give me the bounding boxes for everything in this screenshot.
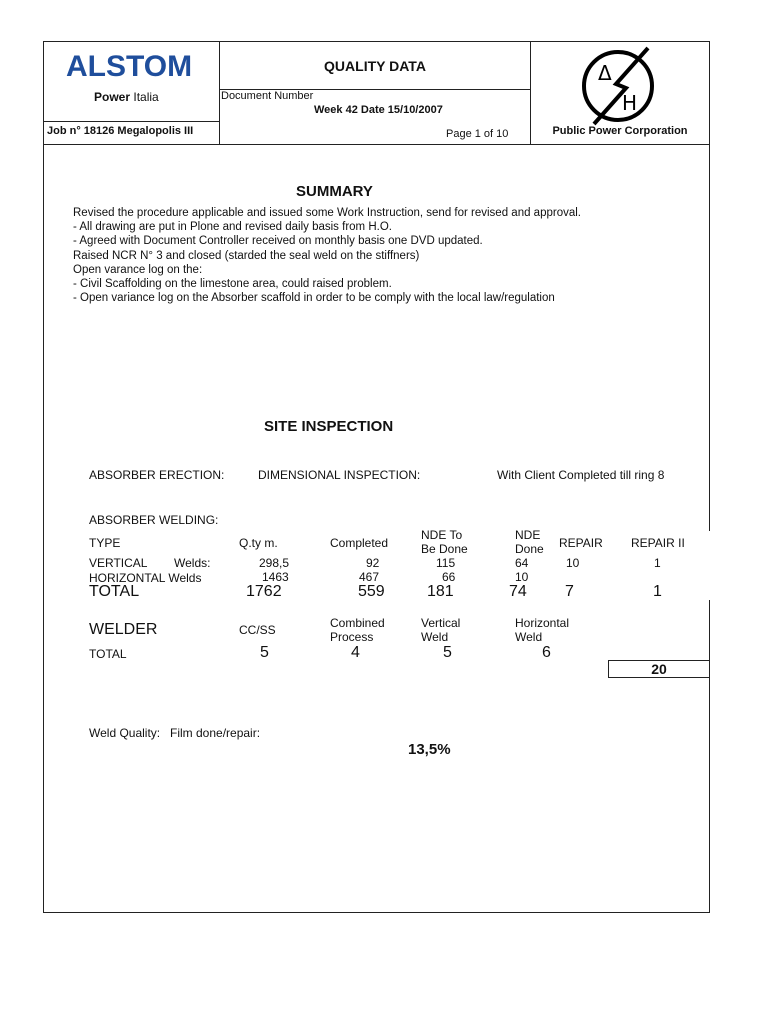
film-label: Film done/repair: [170,726,261,740]
row-vertical-repair2: 1 [654,556,661,570]
col-header-completed: Completed [330,536,389,550]
col-header-nde-done-line2: Done [515,542,544,556]
summary-line: - All drawing are put in Plone and revised daily basis from H.O. [73,221,392,234]
col-header-repair2: REPAIR II [631,536,685,550]
summary-line: - Agreed with Document Controller received on monthly basis one DVD updated. [73,235,483,248]
week-date: Week 42 Date 15/10/2007 [314,104,443,116]
row-horizontal-type: HORIZONTAL Welds [89,571,202,585]
row-horizontal-nde-done: 10 [515,570,529,584]
welder-vertical-value: 5 [443,644,452,661]
welder-ccss-header: CC/SS [239,623,276,637]
welder-total-label: TOTAL [89,647,127,661]
row-horizontal-qty: 1463 [262,570,289,584]
frame-right-top [709,41,710,531]
row-vertical-completed: 92 [366,556,380,570]
header-bottom [43,144,710,145]
welder-combined-line1: Combined [330,616,385,630]
col-header-nde-to-line2: Be Done [421,542,468,556]
power-region: Italia [133,90,159,104]
row-horizontal-nde-to: 66 [442,570,456,584]
film-value: 13,5% [408,741,451,758]
total-qty: 1762 [246,583,282,600]
welder-horizontal-header [515,616,569,644]
frame-left [43,41,44,913]
welder-combined-line2: Process [330,630,374,644]
summary-line: Revised the procedure applicable and issued some Work Instruction, send for revised and approval. [73,207,581,219]
summary-text [73,206,581,305]
total-repair2: 1 [653,583,662,600]
row-vertical-repair: 10 [566,556,580,570]
welder-grand-total-box: 20 [608,660,710,678]
row-vertical-type: VERTICAL [89,556,148,570]
total-nde-done: 74 [509,583,527,600]
total-nde-to: 181 [427,583,454,600]
col-header-type: TYPE [89,536,121,550]
row-horizontal-completed: 467 [359,570,380,584]
dimensional-inspection-label: DIMENSIONAL INSPECTION: [258,468,421,482]
summary-heading: SUMMARY [296,183,373,200]
dimensional-inspection-value: With Client Completed till ring 8 [497,468,665,482]
summary-line: - Civil Scaffolding on the limestone area, could raised problem. [73,278,392,291]
row-vertical-nde-done: 64 [515,556,529,570]
absorber-welding-label: ABSORBER WELDING: [89,513,219,527]
summary-line: Raised NCR N° 3 and closed (starded the seal weld on the stiffners) [73,249,420,262]
total-label: TOTAL [89,583,140,600]
power-word: Power [94,90,131,104]
welder-combined-value: 4 [351,644,360,661]
row-vertical-type-b: Welds: [174,556,211,570]
col-header-nde-to [421,528,468,556]
header-divider-h2 [43,121,219,122]
client-name: Public Power Corporation [552,125,688,137]
header-divider-v1 [219,41,220,144]
summary-line: Open varance log on the: [73,263,203,276]
welder-vertical-line1: Vertical [421,616,461,630]
welder-horizontal-value: 6 [542,644,551,661]
document-number-label: Document Number [221,90,314,102]
welder-horizontal-line2: Weld [515,630,543,644]
welder-label: WELDER [89,621,158,638]
summary-line: - Open variance log on the Absorber scaffold in order to be comply with the local law/regulation [73,292,555,305]
welder-combined-header [330,616,385,644]
welder-ccss-value: 5 [260,644,269,661]
col-header-nde-done [515,528,544,556]
frame-right-bottom [709,600,710,913]
ppc-logo-delta: Δ [598,61,612,85]
site-inspection-heading: SITE INSPECTION [264,418,394,435]
col-header-nde-done-line1: NDE [515,528,541,542]
welder-horizontal-line1: Horizontal [515,616,570,630]
power-label [94,90,159,104]
ppc-logo-eta: Η [622,91,638,115]
page-number: Page 1 of 10 [446,128,509,140]
absorber-erection-label: ABSORBER ERECTION: [89,468,225,482]
frame-top [43,41,710,42]
weld-quality-label: Weld Quality: [89,726,161,740]
document-title: QUALITY DATA [324,58,426,74]
job-number: Job n° 18126 Megalopolis III [47,125,194,137]
total-repair: 7 [565,583,574,600]
col-header-repair: REPAIR [559,536,603,550]
col-header-qty: Q.ty m. [239,536,278,550]
ppc-logo-icon [578,46,660,126]
alstom-logo: ALSTOM [66,50,193,83]
frame-bottom [43,912,710,913]
row-vertical-nde-to: 115 [436,556,456,570]
welder-vertical-header [421,616,460,644]
col-header-nde-to-line1: NDE To [421,528,463,542]
row-vertical-qty: 298,5 [259,556,290,570]
total-completed: 559 [358,583,385,600]
welder-vertical-line2: Weld [421,630,449,644]
